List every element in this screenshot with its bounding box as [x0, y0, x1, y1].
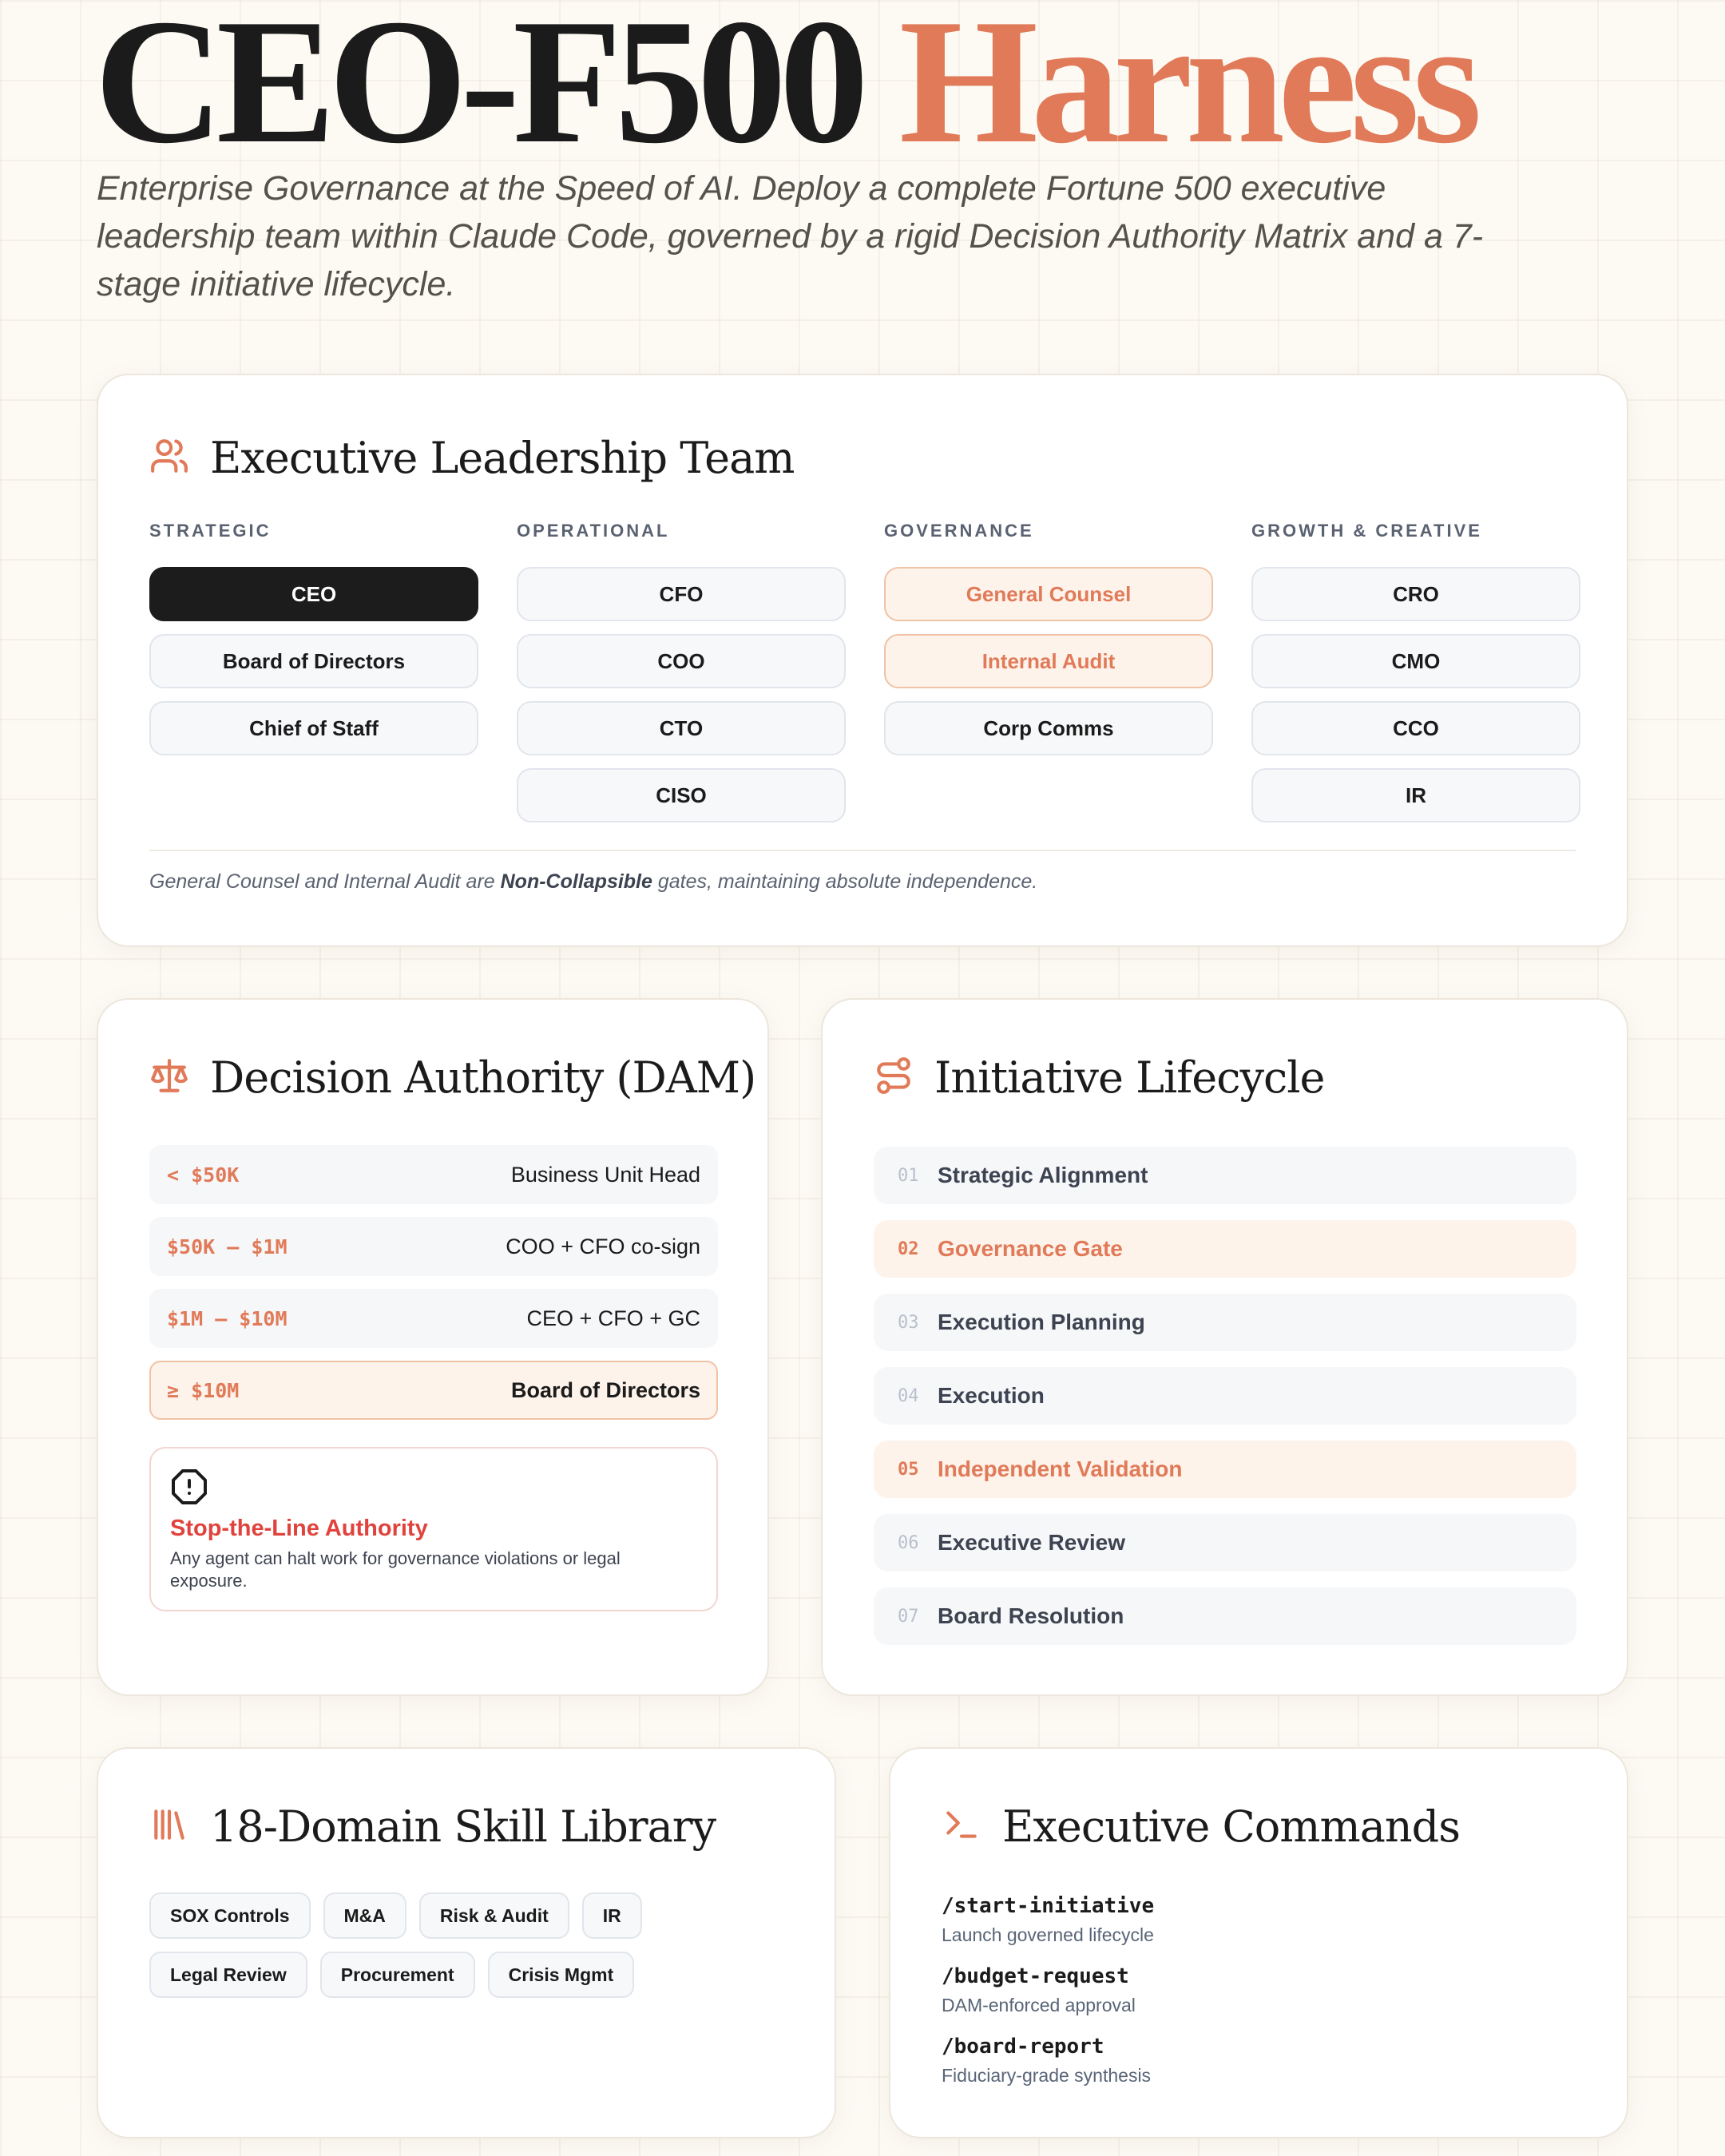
column-governance	[884, 521, 1213, 835]
lifecycle-header	[874, 1052, 1324, 1103]
stage-label: Board Resolution	[938, 1603, 1124, 1628]
terminal-icon	[942, 1805, 981, 1849]
skill-tags	[149, 1892, 788, 1998]
stage-label: Executive Review	[938, 1530, 1126, 1555]
governance-note	[149, 870, 1037, 894]
leadership-columns	[149, 521, 1580, 835]
role-cco[interactable]: CCO	[1251, 701, 1580, 755]
stage-label: Governance Gate	[938, 1236, 1123, 1261]
command-name: /start-initiative	[942, 1894, 1155, 1918]
dam-row-board	[149, 1361, 718, 1420]
lifecycle-stage[interactable]	[874, 1367, 1576, 1425]
role-cto[interactable]: CTO	[517, 701, 846, 755]
skill-tag[interactable]: Risk & Audit	[419, 1892, 569, 1939]
stop-text: Any agent can halt work for governance violations or legal exposure.	[170, 1548, 621, 1591]
lifecycle-card	[821, 998, 1628, 1696]
users-icon	[149, 436, 189, 480]
lifecycle-stage[interactable]	[874, 1294, 1576, 1351]
role-cfo[interactable]: CFO	[517, 567, 846, 621]
dam-range: $1M – $10M	[167, 1306, 288, 1330]
skill-tag[interactable]: Procurement	[320, 1952, 475, 1998]
stage-number: 02	[898, 1239, 919, 1259]
dam-range: $50K – $1M	[167, 1235, 288, 1258]
stage-label: Independent Validation	[938, 1456, 1183, 1481]
role-ir[interactable]: IR	[1251, 768, 1580, 822]
lifecycle-stage[interactable]	[874, 1514, 1576, 1571]
role-general-counsel[interactable]: General Counsel	[884, 567, 1213, 621]
leadership-card	[97, 374, 1628, 947]
library-icon	[149, 1805, 189, 1849]
skill-tag[interactable]: Legal Review	[149, 1952, 307, 1998]
command-description: DAM-enforced approval	[942, 1995, 1136, 2015]
lifecycle-title: Initiative Lifecycle	[934, 1052, 1325, 1103]
title-accent: Harness	[898, 0, 1475, 180]
command-item[interactable]	[942, 1964, 1136, 2016]
stage-number: 06	[898, 1532, 919, 1553]
command-name: /budget-request	[942, 1964, 1129, 1988]
commands-title: Executive Commands	[1002, 1801, 1460, 1852]
stop-the-line-panel	[149, 1447, 718, 1611]
dam-range: ≥ $10M	[167, 1378, 240, 1402]
column-label: GROWTH & CREATIVE	[1251, 521, 1482, 541]
command-name: /board-report	[942, 2035, 1104, 2059]
dam-authority: Board of Directors	[510, 1377, 700, 1402]
stage-label: Strategic Alignment	[938, 1163, 1148, 1187]
column-label: OPERATIONAL	[517, 521, 670, 541]
dam-authority: CEO + CFO + GC	[526, 1306, 700, 1330]
command-item[interactable]	[942, 2035, 1151, 2087]
alert-octagon-icon	[170, 1468, 208, 1510]
page-title	[94, 0, 1475, 180]
skill-tag[interactable]: SOX Controls	[149, 1892, 311, 1939]
role-ciso[interactable]: CISO	[517, 768, 846, 822]
column-operational	[517, 521, 846, 835]
role-cmo[interactable]: CMO	[1251, 634, 1580, 688]
dam-row	[149, 1289, 718, 1348]
dam-range: < $50K	[167, 1163, 240, 1187]
dam-row	[149, 1217, 718, 1276]
dam-authority: COO + CFO co-sign	[506, 1234, 700, 1258]
lifecycle-stage[interactable]	[874, 1587, 1576, 1645]
page-subtitle: Enterprise Governance at the Speed of AI. Deploy a complete Fortune 500 executive leadership team within Claude Code, governed by a rigid Decision Authority Matrix and a 7-stage initiative lifecycle.	[97, 169, 1484, 303]
lifecycle-stage[interactable]	[874, 1147, 1576, 1204]
dam-header	[149, 1052, 755, 1103]
route-icon	[874, 1056, 914, 1100]
note-emphasis: Non-Collapsible	[500, 870, 652, 893]
column-label: GOVERNANCE	[884, 521, 1034, 541]
skills-card	[97, 1747, 836, 2138]
scale-icon	[149, 1056, 189, 1100]
role-internal-audit[interactable]: Internal Audit	[884, 634, 1213, 688]
stage-number: 01	[898, 1165, 919, 1186]
skills-header	[149, 1801, 716, 1852]
role-board-of-directors[interactable]: Board of Directors	[149, 634, 478, 688]
commands-card	[889, 1747, 1628, 2138]
stage-number: 05	[898, 1459, 919, 1480]
stage-number: 07	[898, 1606, 919, 1627]
dam-row	[149, 1145, 718, 1204]
leadership-title: Executive Leadership Team	[210, 433, 795, 483]
stage-number: 04	[898, 1385, 919, 1406]
dam-authority: Business Unit Head	[510, 1162, 700, 1187]
leadership-header	[149, 433, 794, 483]
role-corp-comms[interactable]: Corp Comms	[884, 701, 1213, 755]
column-strategic	[149, 521, 478, 835]
column-growth-creative	[1251, 521, 1580, 835]
skill-tag[interactable]: IR	[582, 1892, 642, 1939]
dam-title: Decision Authority (DAM)	[210, 1052, 756, 1103]
skill-tag[interactable]: Crisis Mgmt	[488, 1952, 635, 1998]
lifecycle-stage-gate[interactable]	[874, 1220, 1576, 1278]
title-main: CEO-F500	[94, 0, 862, 180]
dam-card	[97, 998, 769, 1696]
command-item[interactable]	[942, 1894, 1154, 1946]
role-ceo[interactable]: CEO	[149, 567, 478, 621]
command-description: Fiduciary-grade synthesis	[942, 2065, 1152, 2086]
role-chief-of-staff[interactable]: Chief of Staff	[149, 701, 478, 755]
column-label: STRATEGIC	[149, 521, 272, 541]
skill-tag[interactable]: M&A	[323, 1892, 406, 1939]
divider	[149, 850, 1576, 851]
stage-label: Execution	[938, 1383, 1045, 1408]
commands-header	[942, 1801, 1460, 1852]
role-cro[interactable]: CRO	[1251, 567, 1580, 621]
command-description: Launch governed lifecycle	[942, 1924, 1154, 1945]
note-text: General Counsel and Internal Audit are	[149, 870, 501, 893]
skills-title: 18-Domain Skill Library	[210, 1801, 716, 1852]
stage-number: 03	[898, 1312, 919, 1333]
note-text: gates, maintaining absolute independence.	[652, 870, 1038, 893]
lifecycle-stage-gate[interactable]	[874, 1441, 1576, 1498]
stage-label: Execution Planning	[938, 1310, 1145, 1334]
stop-title: Stop-the-Line Authority	[170, 1516, 428, 1541]
role-coo[interactable]: COO	[517, 634, 846, 688]
